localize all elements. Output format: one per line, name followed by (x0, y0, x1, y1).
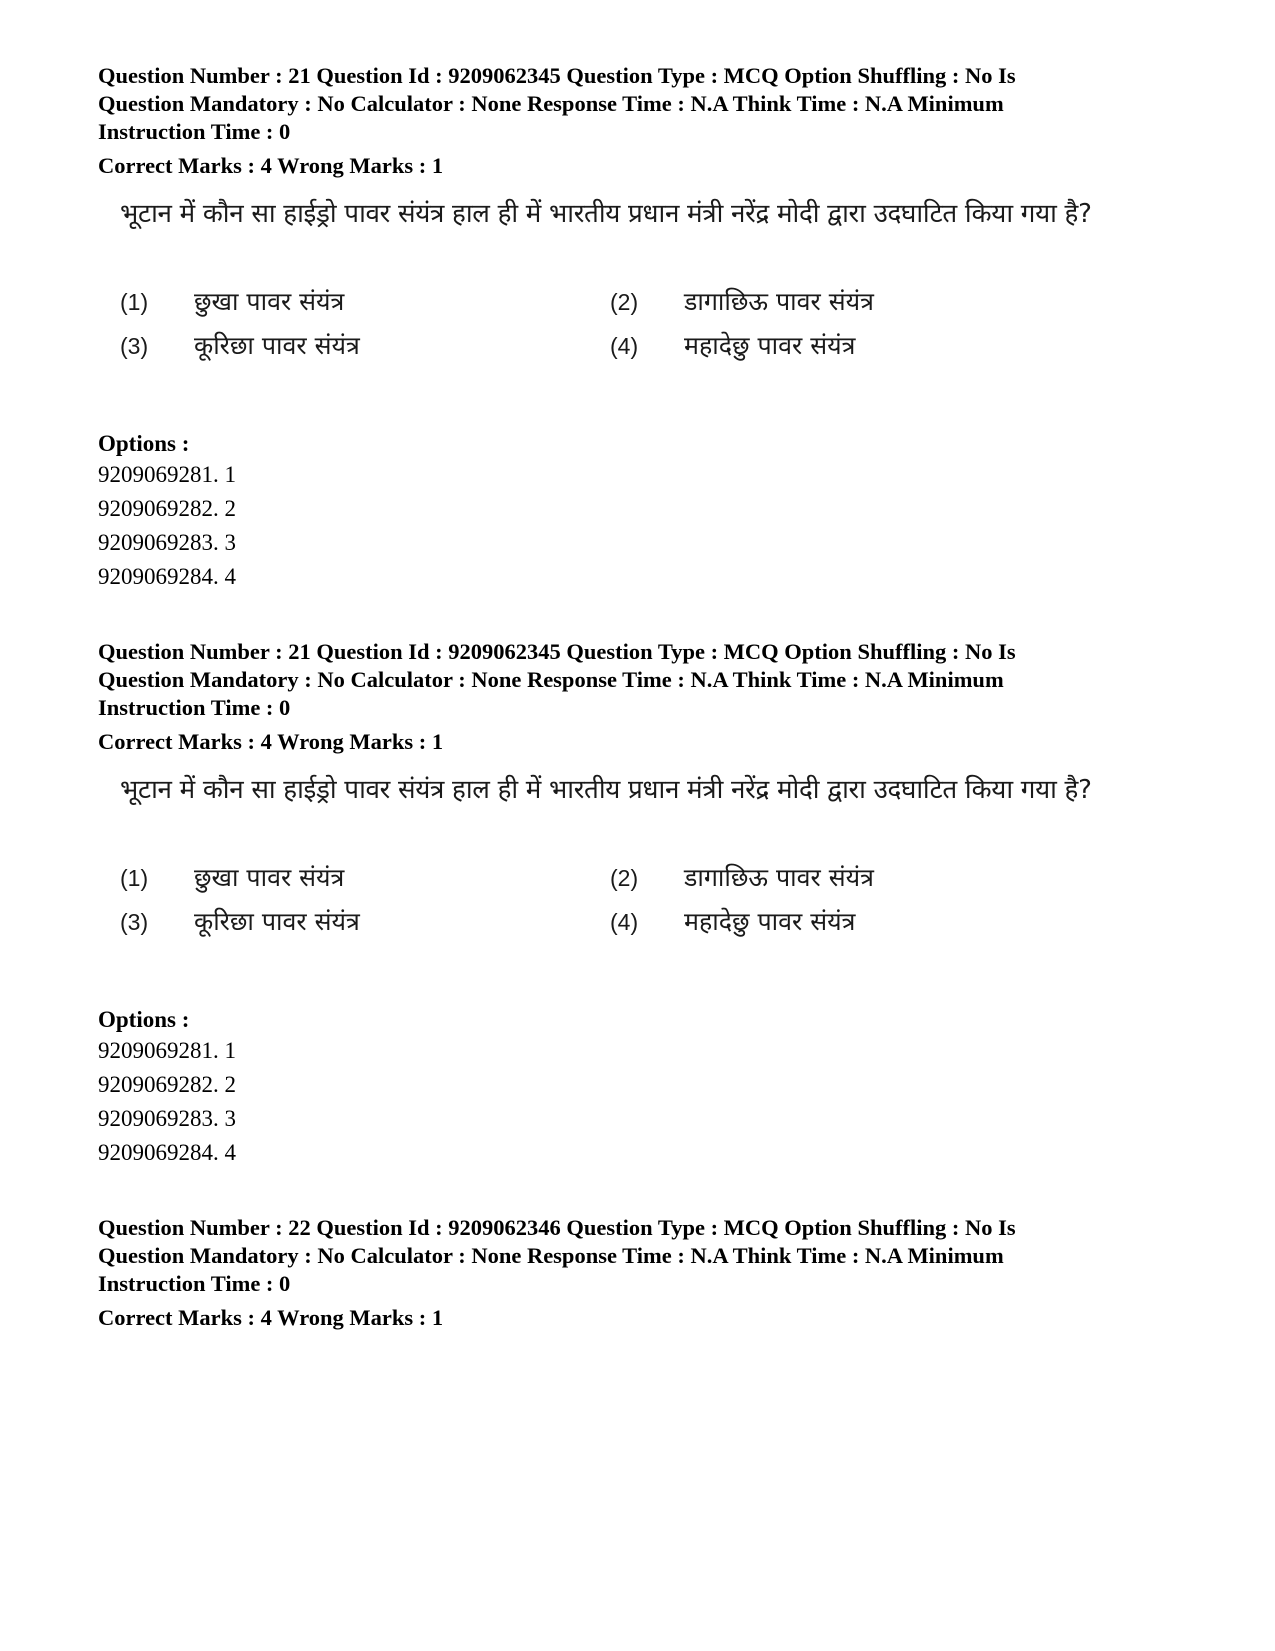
choice-2 (610, 286, 874, 318)
question-text: भूटान में कौन सा हाईड्रो पावर संयंत्र हाल ही में भारतीय प्रधान मंत्री नरेंद्र मोदी द्वारा उदघाटित किया गया है? (120, 199, 1092, 229)
question-meta-line: Question Mandatory : No Calculator : None Response Time : N.A Think Time : N.A Minimum (98, 91, 1004, 116)
choice-number: (1) (120, 865, 149, 891)
question-block-1 (98, 62, 1128, 594)
option-line: 9209069282. 2 (98, 496, 236, 521)
question-meta-line: Question Number : 22 Question Id : 9209062346 Question Type : MCQ Option Shuffling : No Is (98, 1215, 1016, 1240)
choice-number: (3) (120, 909, 149, 935)
choice-1 (120, 862, 344, 894)
question-image (120, 772, 1130, 942)
question-block-3 (98, 1214, 1128, 1332)
choice-number: (4) (610, 333, 639, 359)
choice-number: (2) (610, 289, 639, 315)
question-meta-line: Instruction Time : 0 (98, 1271, 291, 1296)
choice-text: डागाछिऊ पावर संयंत्र (684, 863, 874, 892)
marks-line: Correct Marks : 4 Wrong Marks : 1 (98, 153, 444, 178)
choice-text: महादेछु पावर संयंत्र (684, 907, 856, 936)
question-image (120, 196, 1130, 366)
question-meta-line: Instruction Time : 0 (98, 119, 291, 144)
question-meta-line: Question Number : 21 Question Id : 9209062345 Question Type : MCQ Option Shuffling : No Is (98, 63, 1016, 88)
choice-text: डागाछिऊ पावर संयंत्र (684, 287, 874, 316)
option-line: 9209069283. 3 (98, 530, 236, 555)
choice-text: कूरिछा पावर संयंत्र (194, 907, 360, 936)
option-line: 9209069281. 1 (98, 1038, 236, 1063)
question-block-2 (98, 638, 1128, 1170)
question-meta (98, 638, 1128, 722)
choice-2 (610, 862, 874, 894)
choice-3 (120, 330, 360, 362)
question-meta-line: Question Number : 21 Question Id : 9209062345 Question Type : MCQ Option Shuffling : No Is (98, 639, 1016, 664)
options-title: Options : (98, 1007, 190, 1032)
choice-number: (4) (610, 909, 639, 935)
choice-4 (610, 906, 855, 938)
marks-line: Correct Marks : 4 Wrong Marks : 1 (98, 1305, 444, 1330)
option-line: 9209069282. 2 (98, 1072, 236, 1097)
choice-text: छुखा पावर संयंत्र (194, 287, 345, 316)
option-line: 9209069281. 1 (98, 462, 236, 487)
option-line: 9209069284. 4 (98, 564, 236, 589)
question-meta-line: Instruction Time : 0 (98, 695, 291, 720)
choice-4 (610, 330, 855, 362)
option-line: 9209069284. 4 (98, 1140, 236, 1165)
options-title: Options : (98, 431, 190, 456)
marks-line: Correct Marks : 4 Wrong Marks : 1 (98, 729, 444, 754)
option-line: 9209069283. 3 (98, 1106, 236, 1131)
choice-text: छुखा पावर संयंत्र (194, 863, 345, 892)
question-meta-line: Question Mandatory : No Calculator : None Response Time : N.A Think Time : N.A Minimum (98, 667, 1004, 692)
choice-number: (3) (120, 333, 149, 359)
question-text: भूटान में कौन सा हाईड्रो पावर संयंत्र हाल ही में भारतीय प्रधान मंत्री नरेंद्र मोदी द्वारा उदघाटित किया गया है? (120, 775, 1092, 805)
choice-number: (2) (610, 865, 639, 891)
choice-text: महादेछु पावर संयंत्र (684, 331, 856, 360)
choice-text: कूरिछा पावर संयंत्र (194, 331, 360, 360)
choice-3 (120, 906, 360, 938)
choice-1 (120, 286, 344, 318)
choice-number: (1) (120, 289, 149, 315)
question-meta (98, 1214, 1128, 1298)
question-meta (98, 62, 1128, 146)
question-meta-line: Question Mandatory : No Calculator : None Response Time : N.A Think Time : N.A Minimum (98, 1243, 1004, 1268)
